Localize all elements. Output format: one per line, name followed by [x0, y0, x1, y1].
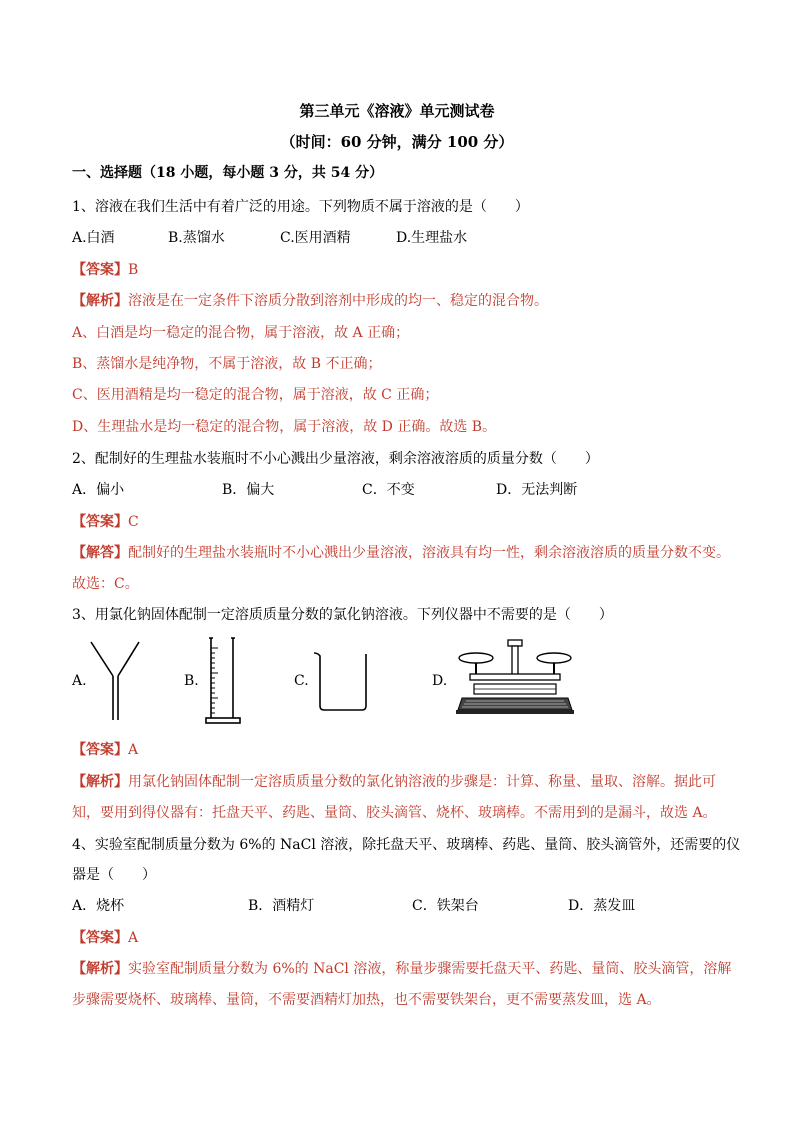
- analysis-tag: 【解答】: [72, 545, 128, 561]
- answer-tag: 【答案】: [72, 930, 128, 946]
- question-4-stem-line-2: 器是（ ）: [72, 867, 156, 883]
- q1-analysis-line-1: 【解析】溶液是在一定条件下溶质分散到溶剂中形成的均一、稳定的混合物。: [72, 293, 548, 309]
- balance-scale-icon: [456, 634, 576, 716]
- q2-option-a: A．偏小: [72, 482, 125, 498]
- q3-option-d-label: D.: [432, 673, 448, 689]
- q1-option-d: D.生理盐水: [396, 230, 468, 246]
- q2-option-b: B．偏大: [222, 482, 275, 498]
- q1-answer: [72, 259, 732, 279]
- q1-analysis-line-4: C、医用酒精是均一稳定的混合物，属于溶液，故 C 正确；: [72, 387, 439, 403]
- answer-value: C: [128, 514, 139, 530]
- q1-option-b: B.蒸馏水: [168, 230, 225, 246]
- funnel-icon: [88, 636, 144, 722]
- q3-answer: [72, 739, 732, 759]
- q3-analysis-line-1: 【解析】用氯化钠固体配制一定溶质质量分数的氯化钠溶液的步骤是：计算、称量、量取、溶解。据此可: [72, 774, 716, 790]
- answer-tag: 【答案】: [72, 742, 128, 758]
- q3-option-c-label: C.: [294, 673, 309, 689]
- q2-analysis-line-2: 故选：C。: [72, 576, 139, 592]
- answer-value: A: [128, 930, 139, 946]
- q2-analysis-line-1: 【解答】配制好的生理盐水装瓶时不小心溅出少量溶液，溶液具有均一性，剩余溶液溶质的质量分数不变。: [72, 545, 730, 561]
- q4-option-b: B．酒精灯: [248, 898, 315, 914]
- graduated-cylinder-icon: [204, 634, 244, 726]
- q1-analysis-line-3: B、蒸馏水是纯净物，不属于溶液，故 B 不正确；: [72, 356, 382, 372]
- question-3-stem: 3、用氯化钠固体配制一定溶质质量分数的氯化钠溶液。下列仪器中不需要的是（ ）: [72, 607, 613, 623]
- answer-value: A: [128, 742, 139, 758]
- q1-option-a: A.白酒: [72, 230, 115, 246]
- q1-analysis-line-5: D、生理盐水是均一稳定的混合物，属于溶液，故 D 正确。故选 B。: [72, 419, 497, 435]
- q2-option-d: D．无法判断: [496, 482, 578, 498]
- q3-option-b-label: B.: [184, 673, 199, 689]
- q3-option-a-label: A.: [72, 673, 87, 689]
- section-heading: 一、选择题（18 小题，每小题 3 分，共 54 分）: [72, 165, 384, 181]
- question-1-stem: 1、溶液在我们生活中有着广泛的用途。下列物质不属于溶液的是（ ）: [72, 199, 529, 215]
- q3-analysis-line-2: 知，要用到得仪器有：托盘天平、药匙、量筒、胶头滴管、烧杯、玻璃棒。不需用到的是漏斗，故选 A。: [72, 805, 717, 821]
- q4-answer: [72, 927, 732, 947]
- answer-tag: 【答案】: [72, 514, 128, 530]
- q4-option-a: A．烧杯: [72, 898, 125, 914]
- answer-value: B: [128, 262, 139, 278]
- q1-option-c: C.医用酒精: [280, 230, 351, 246]
- q4-option-d: D．蒸发皿: [568, 898, 636, 914]
- question-2-stem: 2、配制好的生理盐水装瓶时不小心溅出少量溶液，剩余溶液溶质的质量分数（ ）: [72, 451, 599, 467]
- analysis-tag: 【解析】: [72, 961, 128, 977]
- beaker-icon: [312, 650, 372, 714]
- page-title: 第三单元《溶液》单元测试卷: [299, 102, 495, 120]
- q4-option-c: C．铁架台: [412, 898, 479, 914]
- analysis-tag: 【解析】: [72, 293, 128, 309]
- q4-analysis-line-2: 步骤需要烧杯、玻璃棒、量筒，不需要酒精灯加热，也不需要铁架台，更不需要蒸发皿，选 A。: [72, 992, 661, 1008]
- question-4-stem-line-1: 4、实验室配制质量分数为 6%的 NaCl 溶液，除托盘天平、玻璃棒、药匙、量筒、胶头滴管外，还需要的仪: [72, 837, 741, 853]
- q2-option-c: C．不变: [362, 482, 415, 498]
- q1-analysis-line-2: A、白酒是均一稳定的混合物，属于溶液，故 A 正确；: [72, 325, 410, 341]
- page-subtitle: （时间：60 分钟，满分 100 分）: [280, 133, 514, 151]
- analysis-tag: 【解析】: [72, 774, 128, 790]
- q2-answer: [72, 511, 732, 531]
- q4-analysis-line-1: 【解析】实验室配制质量分数为 6%的 NaCl 溶液，称量步骤需要托盘天平、药匙、量筒、胶头滴管，溶解: [72, 961, 732, 977]
- answer-tag: 【答案】: [72, 262, 128, 278]
